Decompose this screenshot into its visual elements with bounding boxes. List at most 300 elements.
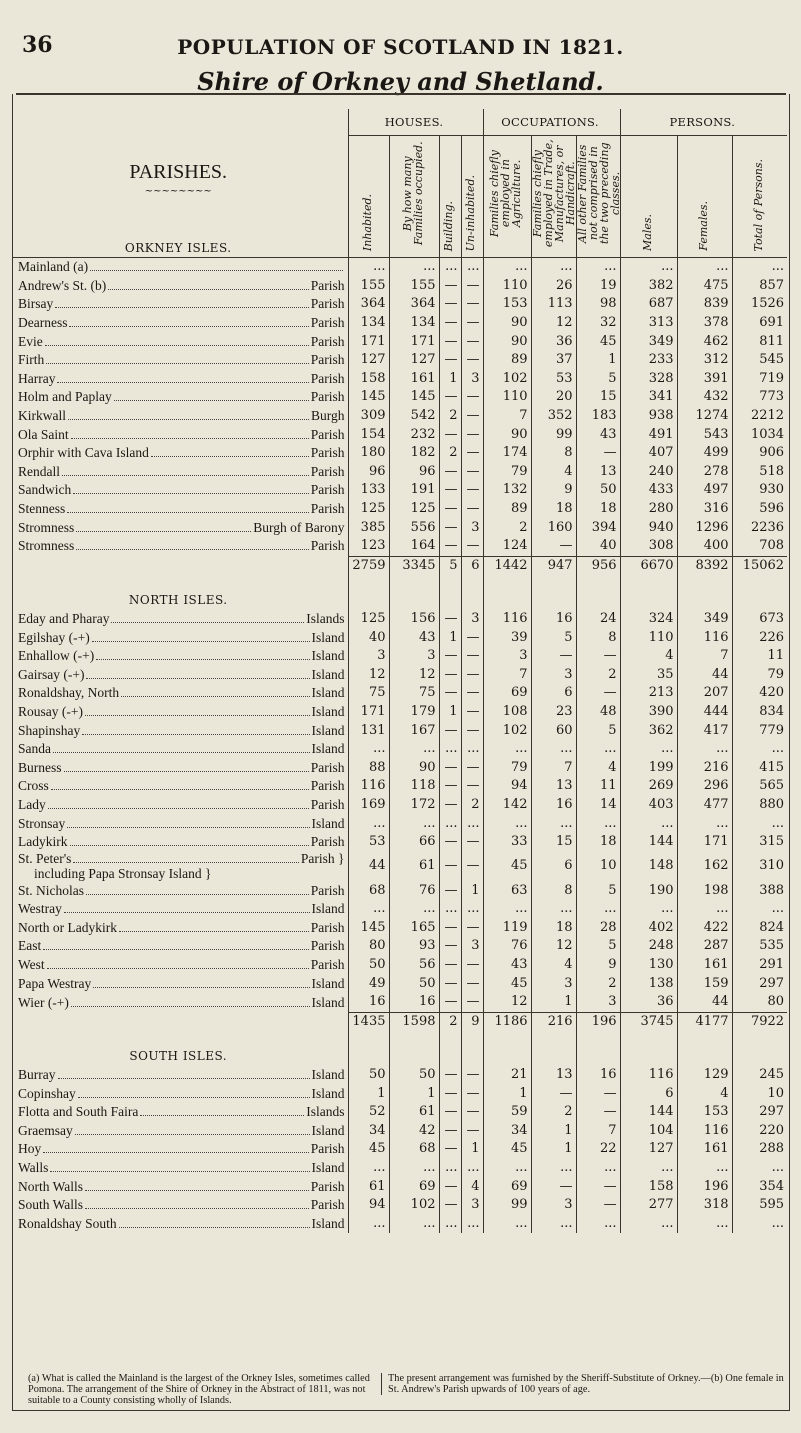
parish-cell	[12, 740, 348, 759]
value-cell: 316	[677, 500, 732, 519]
table-row	[12, 1159, 787, 1178]
value-cell: 125	[348, 500, 389, 519]
value-cell: —	[439, 537, 461, 556]
value-cell: ...	[439, 740, 461, 759]
section-heading-row	[12, 585, 787, 610]
value-cell: 68	[348, 881, 389, 900]
value-cell: 198	[677, 881, 732, 900]
table-row	[12, 647, 787, 666]
value-cell: 248	[620, 937, 677, 956]
value-cell: ...	[576, 1159, 620, 1178]
value-cell: 1	[531, 1140, 576, 1159]
table-row	[12, 1103, 787, 1122]
value-cell: —	[439, 1140, 461, 1159]
value-cell: 16	[531, 610, 576, 629]
value-cell: —	[439, 388, 461, 407]
page-header	[0, 32, 801, 62]
parish-cell	[12, 277, 348, 296]
value-cell: 7	[677, 647, 732, 666]
value-cell: 161	[389, 370, 439, 389]
parish-type: Island	[311, 1215, 345, 1231]
value-cell: 444	[677, 703, 732, 722]
value-cell: 93	[389, 937, 439, 956]
value-cell: 89	[483, 351, 531, 370]
value-cell: 382	[620, 277, 677, 296]
occupations-group-header: OCCUPATIONS.	[483, 109, 620, 135]
parish-type: Parish	[310, 1141, 345, 1157]
value-cell: 45	[483, 974, 531, 993]
parish-type: Parish	[310, 796, 345, 812]
value-cell: 144	[620, 1103, 677, 1122]
value-cell: 130	[620, 956, 677, 975]
value-cell: ...	[677, 814, 732, 833]
value-cell: 129	[677, 1066, 732, 1085]
value-cell: 385	[348, 518, 389, 537]
table-row	[12, 628, 787, 647]
value-cell: 12	[483, 993, 531, 1012]
value-cell: 96	[348, 463, 389, 482]
parish-name: Cross	[18, 778, 49, 794]
value-cell: 158	[348, 370, 389, 389]
total-cell: 15062	[732, 556, 787, 575]
value-cell: 477	[677, 796, 732, 815]
parish-cell	[12, 684, 348, 703]
parish-cell	[12, 833, 348, 852]
value-cell: 18	[576, 500, 620, 519]
value-cell: 61	[389, 851, 439, 881]
value-cell: —	[439, 956, 461, 975]
parish-cell	[12, 1177, 348, 1196]
value-cell: 7	[576, 1122, 620, 1141]
value-cell: 42	[389, 1122, 439, 1141]
parish-cell	[12, 537, 348, 556]
value-cell: 930	[732, 481, 787, 500]
value-cell: 132	[483, 481, 531, 500]
value-cell: ...	[483, 1159, 531, 1178]
value-cell: 134	[389, 314, 439, 333]
parish-cell	[12, 796, 348, 815]
column-header	[389, 135, 439, 257]
value-cell: ...	[732, 814, 787, 833]
value-cell: 565	[732, 777, 787, 796]
parish-type: Parish	[310, 882, 345, 898]
value-cell: ...	[483, 900, 531, 919]
value-cell: 174	[483, 444, 531, 463]
parish-type: Parish	[310, 759, 345, 775]
value-cell: —	[439, 777, 461, 796]
table-row	[12, 370, 787, 389]
value-cell: 90	[483, 332, 531, 351]
column-header	[483, 135, 531, 257]
value-cell: —	[461, 314, 483, 333]
parish-type: Parish	[310, 938, 345, 954]
value-cell: 180	[348, 444, 389, 463]
value-cell: 153	[677, 1103, 732, 1122]
value-cell: 240	[620, 463, 677, 482]
value-cell: 44	[348, 851, 389, 881]
value-cell: —	[439, 518, 461, 537]
value-cell: 213	[620, 684, 677, 703]
value-cell: 906	[732, 444, 787, 463]
value-cell: 119	[483, 919, 531, 938]
value-cell: 63	[483, 881, 531, 900]
parish-cell	[12, 463, 348, 482]
value-cell: —	[461, 425, 483, 444]
value-cell: 542	[389, 407, 439, 426]
value-cell: —	[461, 444, 483, 463]
parish-name: Firth	[18, 352, 45, 368]
parish-cell	[12, 937, 348, 956]
value-cell: 13	[531, 777, 576, 796]
value-cell: 44	[677, 665, 732, 684]
value-cell: —	[461, 956, 483, 975]
value-cell: 5	[576, 721, 620, 740]
value-cell: —	[461, 833, 483, 852]
table-row	[12, 332, 787, 351]
value-cell: —	[576, 1103, 620, 1122]
value-cell: 12	[531, 314, 576, 333]
parish-type: Island	[311, 1122, 345, 1138]
section-gap	[12, 1031, 787, 1041]
value-cell: —	[461, 1103, 483, 1122]
value-cell: 80	[348, 937, 389, 956]
value-cell: 148	[620, 851, 677, 881]
value-cell: 13	[576, 463, 620, 482]
value-cell: 1	[389, 1084, 439, 1103]
table-row	[12, 684, 787, 703]
value-cell: 673	[732, 610, 787, 629]
value-cell: 26	[531, 277, 576, 296]
value-cell: 18	[576, 833, 620, 852]
table-row	[12, 314, 787, 333]
value-cell: 88	[348, 758, 389, 777]
parish-cell	[12, 993, 348, 1012]
parish-type: Island	[311, 741, 345, 757]
value-cell: —	[461, 703, 483, 722]
value-cell: 1296	[677, 518, 732, 537]
value-cell: 18	[531, 500, 576, 519]
value-cell: 12	[531, 937, 576, 956]
value-cell: 40	[348, 628, 389, 647]
parish-name: Hoy	[18, 1141, 42, 1157]
value-cell: 245	[732, 1066, 787, 1085]
value-cell: 75	[389, 684, 439, 703]
parish-name: Wier (-+)	[18, 994, 69, 1010]
parish-cell	[12, 1159, 348, 1178]
value-cell: 96	[389, 463, 439, 482]
value-cell: 90	[483, 314, 531, 333]
value-cell: ...	[348, 814, 389, 833]
value-cell: 160	[531, 518, 576, 537]
value-cell: ...	[389, 900, 439, 919]
value-cell: —	[461, 665, 483, 684]
value-cell: 497	[677, 481, 732, 500]
parish-cell	[12, 628, 348, 647]
value-cell: 190	[620, 881, 677, 900]
value-cell: —	[461, 537, 483, 556]
value-cell: ...	[677, 740, 732, 759]
section-heading: NORTH ISLES.	[128, 593, 228, 608]
value-cell: 50	[348, 956, 389, 975]
parish-type: Island	[311, 685, 345, 701]
value-cell: 110	[620, 628, 677, 647]
value-cell: 1	[439, 370, 461, 389]
parish-cell	[12, 1066, 348, 1085]
parish-cell	[12, 444, 348, 463]
parishes-header	[12, 109, 348, 258]
value-cell: 125	[348, 610, 389, 629]
value-cell: 3	[531, 1196, 576, 1215]
value-cell: 155	[348, 277, 389, 296]
column-header	[439, 135, 461, 257]
value-cell: —	[439, 647, 461, 666]
value-cell: 127	[389, 351, 439, 370]
value-cell: 23	[531, 703, 576, 722]
value-cell: 3	[531, 974, 576, 993]
value-cell: 142	[483, 796, 531, 815]
value-cell: 69	[483, 1177, 531, 1196]
value-cell: —	[461, 332, 483, 351]
value-cell: 24	[576, 610, 620, 629]
parish-name: Sandwich	[18, 482, 72, 498]
value-cell: 7	[483, 665, 531, 684]
value-cell: 491	[620, 425, 677, 444]
value-cell: ...	[348, 900, 389, 919]
value-cell: 36	[531, 332, 576, 351]
value-cell: 12	[389, 665, 439, 684]
value-cell: —	[439, 500, 461, 519]
value-cell: ...	[461, 740, 483, 759]
table-row	[12, 537, 787, 556]
section-heading-row	[12, 1041, 787, 1066]
value-cell: 394	[576, 518, 620, 537]
value-cell: 402	[620, 919, 677, 938]
value-cell: 16	[576, 1066, 620, 1085]
value-cell: 39	[483, 628, 531, 647]
parish-cell	[12, 956, 348, 975]
parish-name: Sanda	[18, 741, 51, 757]
parish-name: Copinshay	[18, 1085, 76, 1101]
value-cell: —	[439, 974, 461, 993]
value-cell: 277	[620, 1196, 677, 1215]
houses-group-header: HOUSES.	[348, 109, 483, 135]
value-cell: 61	[348, 1177, 389, 1196]
value-cell: 158	[620, 1177, 677, 1196]
total-cell: 1598	[389, 1012, 439, 1031]
value-cell: 3	[531, 665, 576, 684]
parish-type: Parish	[310, 482, 345, 498]
value-cell: 834	[732, 703, 787, 722]
table-row	[12, 721, 787, 740]
value-cell: ...	[389, 814, 439, 833]
value-cell: 9	[576, 956, 620, 975]
parish-name: Stronsay	[18, 815, 66, 831]
value-cell: ...	[620, 900, 677, 919]
value-cell: 127	[620, 1140, 677, 1159]
value-cell: 75	[348, 684, 389, 703]
value-cell: 415	[732, 758, 787, 777]
value-cell: 462	[677, 332, 732, 351]
value-cell: —	[461, 684, 483, 703]
value-cell: ...	[732, 1159, 787, 1178]
table-row	[12, 1084, 787, 1103]
value-cell: ...	[620, 1159, 677, 1178]
value-cell: —	[461, 777, 483, 796]
value-cell: 354	[732, 1177, 787, 1196]
value-cell: —	[439, 665, 461, 684]
value-cell: 297	[732, 974, 787, 993]
value-cell: 545	[732, 351, 787, 370]
value-cell: 50	[389, 974, 439, 993]
value-cell: 378	[677, 314, 732, 333]
parish-cell	[12, 258, 348, 277]
value-cell: 2212	[732, 407, 787, 426]
value-cell: 108	[483, 703, 531, 722]
value-cell: 123	[348, 537, 389, 556]
value-cell: 3	[461, 1196, 483, 1215]
parish-type: Island	[311, 815, 345, 831]
value-cell: 18	[531, 919, 576, 938]
table-row	[12, 1140, 787, 1159]
value-cell: ...	[348, 740, 389, 759]
column-header	[732, 135, 787, 257]
parish-cell	[12, 500, 348, 519]
value-cell: 43	[483, 956, 531, 975]
table-row	[12, 425, 787, 444]
value-cell: 171	[348, 332, 389, 351]
value-cell: 8	[576, 628, 620, 647]
value-cell: —	[461, 919, 483, 938]
value-cell: 5	[576, 881, 620, 900]
value-cell: 56	[389, 956, 439, 975]
table-row	[12, 1066, 787, 1085]
value-cell: 133	[348, 481, 389, 500]
value-cell: 76	[483, 937, 531, 956]
value-cell: 155	[389, 277, 439, 296]
parish-type: Island	[311, 994, 345, 1010]
value-cell: 1	[461, 1140, 483, 1159]
value-cell: 134	[348, 314, 389, 333]
total-cell: 947	[531, 556, 576, 575]
value-cell: 127	[348, 351, 389, 370]
value-cell: —	[439, 919, 461, 938]
value-cell: —	[439, 937, 461, 956]
value-cell: ...	[439, 900, 461, 919]
table-row	[12, 740, 787, 759]
value-cell: 20	[531, 388, 576, 407]
value-cell: 28	[576, 919, 620, 938]
parish-type: Island	[311, 901, 345, 917]
value-cell: 8	[531, 881, 576, 900]
parish-type: Parish	[310, 333, 345, 349]
value-cell: 364	[389, 295, 439, 314]
value-cell: ...	[461, 814, 483, 833]
value-cell: 48	[576, 703, 620, 722]
value-cell: 2236	[732, 518, 787, 537]
value-cell: 407	[620, 444, 677, 463]
parish-cell	[12, 1084, 348, 1103]
table-row	[12, 444, 787, 463]
value-cell: 124	[483, 537, 531, 556]
value-cell: 318	[677, 1196, 732, 1215]
value-cell: 94	[483, 777, 531, 796]
value-cell: 90	[483, 425, 531, 444]
value-cell: 99	[531, 425, 576, 444]
value-cell: 116	[620, 1066, 677, 1085]
value-cell: 52	[348, 1103, 389, 1122]
footnote-left: (a) What is called the Mainland is the largest of the Orkney Isles, sometimes called Pomona. The arrangement of the Shire of Orkney in the Abstract of 1811, was not suitable to a County consisting wholly of Islands.	[28, 1373, 370, 1406]
value-cell: 4	[677, 1084, 732, 1103]
parish-type: Island	[311, 648, 345, 664]
value-cell: 1034	[732, 425, 787, 444]
value-cell: 390	[620, 703, 677, 722]
value-cell: 220	[732, 1122, 787, 1141]
value-cell: 171	[677, 833, 732, 852]
value-cell: 145	[389, 388, 439, 407]
value-cell: 161	[677, 1140, 732, 1159]
parish-cell	[12, 1140, 348, 1159]
value-cell: ...	[531, 258, 576, 277]
persons-group-header: PERSONS.	[620, 109, 787, 135]
parish-type: Island	[311, 1067, 345, 1083]
value-cell: ...	[461, 258, 483, 277]
value-cell: ...	[576, 258, 620, 277]
parish-name: Stromness	[18, 538, 75, 554]
value-cell: 328	[620, 370, 677, 389]
value-cell: 232	[389, 425, 439, 444]
value-cell: 183	[576, 407, 620, 426]
parish-type: Parish	[310, 834, 345, 850]
value-cell: 4	[620, 647, 677, 666]
value-cell: 79	[732, 665, 787, 684]
value-cell: 89	[483, 500, 531, 519]
value-cell: 422	[677, 919, 732, 938]
value-cell: 145	[348, 388, 389, 407]
parish-cell	[12, 425, 348, 444]
value-cell: 595	[732, 1196, 787, 1215]
value-cell: 2	[576, 974, 620, 993]
parish-name: Stromness	[18, 519, 75, 535]
value-cell: 60	[531, 721, 576, 740]
value-cell: —	[439, 1122, 461, 1141]
value-cell: 6	[531, 851, 576, 881]
parish-name: Dearness	[18, 315, 68, 331]
table-row	[12, 665, 787, 684]
parish-type: Islands	[306, 610, 345, 626]
total-cell: 1186	[483, 1012, 531, 1031]
parish-cell	[12, 481, 348, 500]
value-cell: 9	[531, 481, 576, 500]
value-cell: —	[461, 351, 483, 370]
value-cell: 154	[348, 425, 389, 444]
value-cell: —	[461, 1066, 483, 1085]
value-cell: 364	[348, 295, 389, 314]
value-cell: 1	[576, 351, 620, 370]
value-cell: 1	[483, 1084, 531, 1103]
value-cell: 14	[576, 796, 620, 815]
value-cell: —	[576, 444, 620, 463]
value-cell: 35	[620, 665, 677, 684]
value-cell: —	[576, 1196, 620, 1215]
column-header	[576, 135, 620, 257]
parish-name: Ronaldshay, North	[18, 685, 120, 701]
value-cell: —	[439, 833, 461, 852]
value-cell: ...	[348, 258, 389, 277]
value-cell: —	[439, 796, 461, 815]
parish-name: Ola Saint	[18, 426, 69, 442]
table-row	[12, 703, 787, 722]
column-header	[461, 135, 483, 257]
